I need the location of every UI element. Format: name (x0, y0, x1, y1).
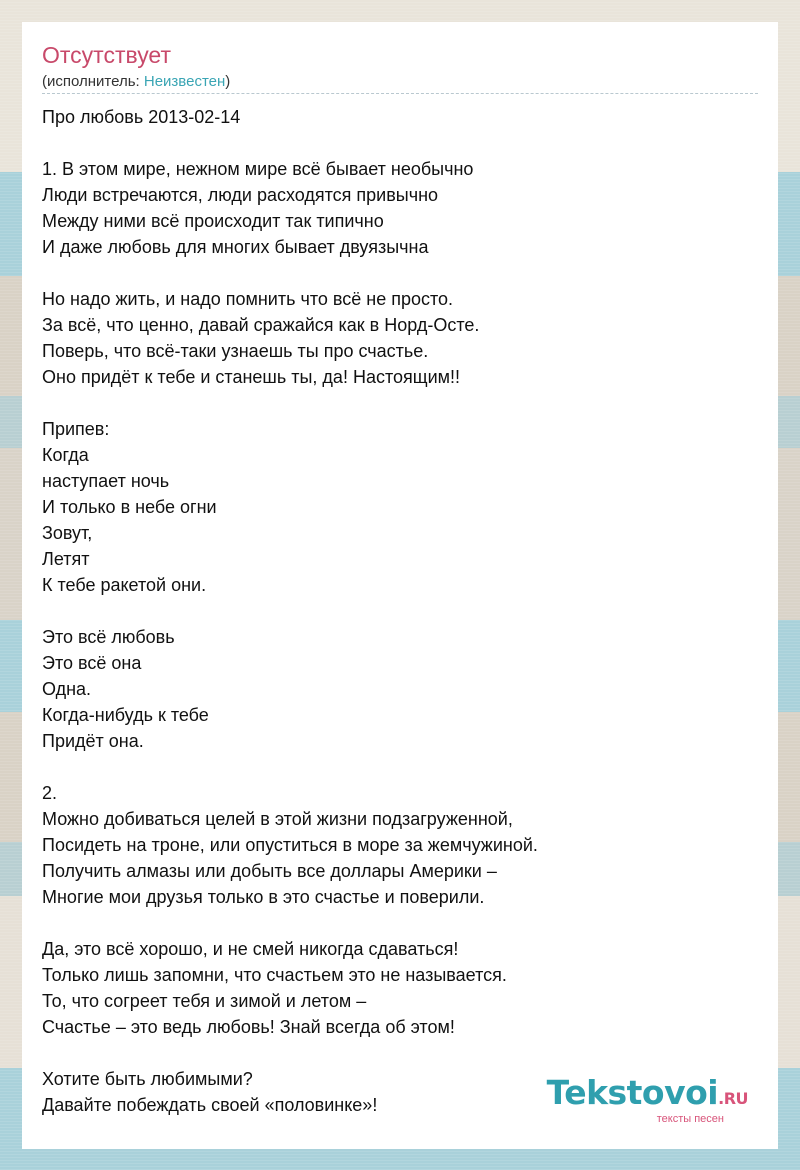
lyric-line: Про любовь 2013-02-14 (42, 107, 241, 127)
performer-line (42, 73, 230, 90)
lyric-line: Зовут, (42, 523, 93, 543)
lyric-line: Люди встречаются, люди расходятся привычно (42, 185, 439, 205)
lyric-line: Между ними всё происходит так типично (42, 211, 384, 231)
lyric-line: Это всё она (42, 653, 142, 673)
performer-suffix: ) (225, 73, 231, 90)
lyric-line (42, 130, 758, 156)
lyric-line: Но надо жить, и надо помнить что всё не просто. (42, 289, 454, 309)
lyric-line (42, 1040, 758, 1066)
lyric-line: наступает ночь (42, 471, 170, 491)
lyric-line: Посидеть на троне, или опуститься в море за жемчужиной. (42, 835, 538, 855)
logo-tagline: тексты песен (656, 1113, 724, 1125)
lyric-line: Поверь, что всё-таки узнаешь ты про счастье. (42, 341, 429, 361)
site-logo[interactable] (546, 1073, 748, 1125)
lyric-line (42, 390, 758, 416)
lyric-line: Да, это всё хорошо, и не смей никогда сдаваться! (42, 939, 459, 959)
lyric-line: Получить алмазы или добыть все доллары Америки – (42, 861, 497, 881)
song-title: Отсутствует (42, 42, 171, 68)
lyric-line: Когда-нибудь к тебе (42, 705, 209, 725)
lyric-line: Хотите быть любимыми? (42, 1069, 253, 1089)
lyric-line (42, 598, 758, 624)
lyric-line (42, 754, 758, 780)
performer-prefix: (исполнитель: (42, 73, 144, 90)
lyrics-card (22, 22, 778, 1149)
lyric-line: Придёт она. (42, 731, 144, 751)
lyric-line: И только в небе огни (42, 497, 217, 517)
artist-link[interactable]: Неизвестен (143, 73, 226, 90)
lyric-line (42, 260, 758, 286)
lyric-line: Это всё любовь (42, 627, 175, 647)
lyric-line: Давайте побеждать своей «половинке»! (42, 1095, 378, 1115)
logo-name: Tekstovoi (546, 1073, 719, 1112)
lyric-line: За всё, что ценно, давай сражайся как в Норд-Осте. (42, 315, 480, 335)
title-divider (42, 93, 758, 94)
lyric-line: И даже любовь для многих бывает двуязычна (42, 237, 429, 257)
lyric-line: Только лишь запомни, что счастьем это не называется. (42, 965, 507, 985)
lyric-line (42, 910, 758, 936)
lyric-line: Многие мои друзья только в это счастье и поверили. (42, 887, 485, 907)
lyric-line: Припев: (42, 419, 110, 439)
lyric-line: Оно придёт к тебе и станешь ты, да! Настоящим!! (42, 367, 460, 387)
logo-domain: .RU (718, 1089, 748, 1108)
lyric-line: Когда (42, 445, 89, 465)
lyric-line: Одна. (42, 679, 92, 699)
lyric-line: Счастье – это ведь любовь! Знай всегда об этом! (42, 1017, 455, 1037)
lyric-line: 2. (42, 783, 58, 803)
lyric-line: К тебе ракетой они. (42, 575, 207, 595)
lyric-line: Можно добиваться целей в этой жизни подзагруженной, (42, 809, 513, 829)
lyric-line: Летят (42, 549, 90, 569)
lyric-line: 1. В этом мире, нежном мире всё бывает необычно (42, 159, 474, 179)
lyric-line: То, что согреет тебя и зимой и летом – (42, 991, 367, 1011)
lyrics-text (42, 104, 758, 1118)
